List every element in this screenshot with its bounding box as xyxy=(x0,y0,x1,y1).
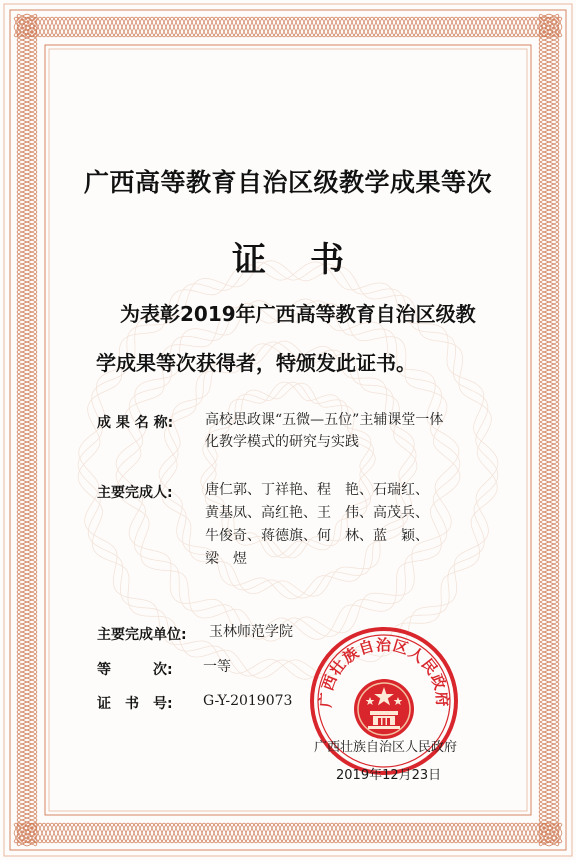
completers-line: 梁 煜 xyxy=(205,551,247,567)
unit-label: 主要完成单位: xyxy=(97,627,187,643)
achievement-line: 化教学模式的研究与实践 xyxy=(205,434,359,450)
statement-line-2: 学成果等次获得者，特颁发此证书。 xyxy=(96,351,416,375)
heading-char-2: 书 xyxy=(310,240,344,280)
seal-arc-text: 广西壮族自治区人民政府 xyxy=(316,635,452,709)
certificate-title: 广西高等教育自治区级教学成果等次 xyxy=(83,168,492,197)
grade-value: 一等 xyxy=(203,659,231,675)
heading-char-1: 证 xyxy=(232,240,266,280)
completers-line: 牛俊奇、蒋德旗、何 林、蓝 颖、 xyxy=(205,528,429,544)
completers-line: 黄基凤、高红艳、王 伟、高茂兵、 xyxy=(205,505,429,521)
achievement-line: 高校思政课“五微—五位”主辅课堂一体 xyxy=(205,412,444,428)
seal-issuer: 广西壮族自治区人民政府 xyxy=(314,740,458,755)
achievement-label: 成 果 名 称: xyxy=(97,415,174,431)
national-emblem-icon xyxy=(354,679,414,739)
completers-line: 唐仁郭、丁祥艳、程 艳、石瑞红、 xyxy=(205,482,429,498)
issue-date: 2019年12月23日 xyxy=(336,768,442,783)
certificate-heading xyxy=(0,232,576,281)
completers-value xyxy=(205,479,429,571)
cert-no-label: 证 书 号: xyxy=(97,696,173,712)
unit-value: 玉林师范学院 xyxy=(209,624,293,640)
achievement-value xyxy=(205,409,443,453)
completers-label: 主要完成人: xyxy=(97,485,173,501)
grade-label: 等 次: xyxy=(97,662,173,678)
statement-line-1: 为表彰2019年广西高等教育自治区级教 xyxy=(120,302,476,326)
cert-no-value: G-Y-2019073 xyxy=(203,693,293,709)
